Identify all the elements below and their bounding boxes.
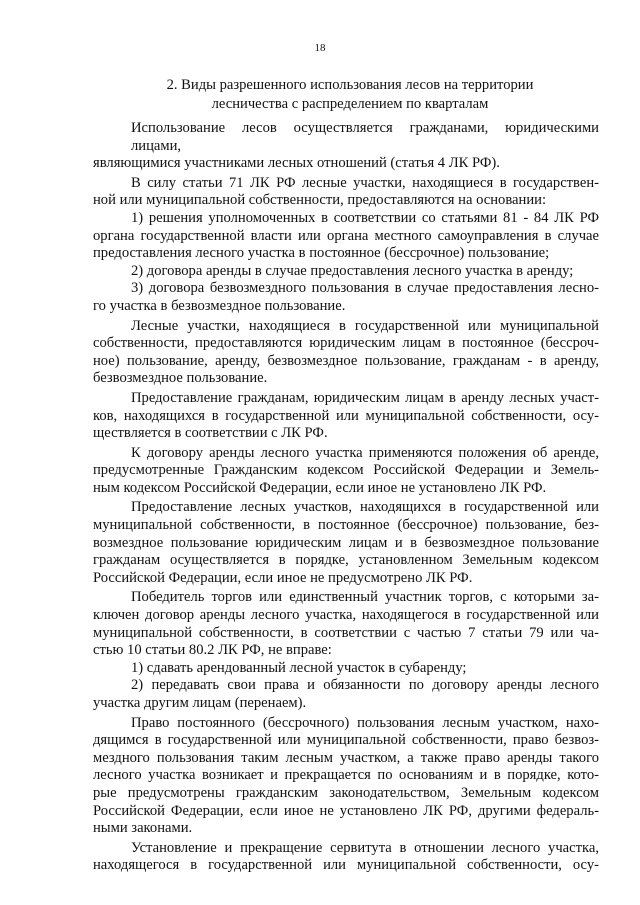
text-line: Российской Федерации, если иное не предусмотрено ЛК РФ. [93, 569, 473, 586]
text-line: органа государственной власти или органа местного самоуправления в случае [93, 227, 599, 244]
text-line: предоставления лесного участка в постоянное (бессрочное) пользование; [93, 245, 550, 262]
text-line: Предоставление гражданам, юридическим лицам в аренду лесных участ- [131, 389, 599, 406]
paragraph [93, 280, 599, 315]
text-line: Лесные участки, находящиеся в государственной или муниципальной [131, 317, 599, 334]
text-line: находящегося в государственной или муниципальной собственности, осу- [93, 857, 599, 874]
text-line: 2) передавать свои права и обязанности по договору аренды лесного [131, 677, 599, 694]
text-line: ное) пользование, аренду, безвозмездное пользование, гражданам - в аренду, [93, 352, 599, 369]
paragraph [93, 120, 599, 173]
text-line: Установление и прекращение сервитута в отношении лесного участка, [131, 839, 599, 856]
section-heading-line-2: лесничества с распределением по кварталам [211, 96, 489, 112]
text-line: Использование лесов осуществляется гражданами, юридическими лицами, [131, 120, 599, 154]
paragraph [93, 660, 599, 678]
text-line: возмездное пользование юридическим лицам и в безвозмездное пользование [93, 534, 599, 551]
paragraph [93, 390, 599, 443]
text-line: дящимся в государственной или муниципальной собственности, право безвоз- [93, 732, 599, 749]
text-line: гражданам осуществляется в порядке, установленном Земельным кодексом [93, 552, 599, 569]
paragraph [93, 175, 599, 210]
text-line: ным кодексом Российской Федерации, если иное не установлено ЛК РФ. [93, 479, 547, 496]
text-line: ществляется в соответствии с ЛК РФ. [93, 425, 328, 442]
paragraph [93, 499, 599, 587]
text-line: мездного пользования таким лесным участком, а также право аренды такого [93, 749, 599, 766]
page-number: 18 [314, 42, 326, 54]
text-line: К договору аренды лесного участка применяются положения об аренде, [131, 444, 599, 461]
paragraph [93, 589, 599, 659]
text-line: стью 10 статьи 80.2 ЛК РФ, не вправе: [93, 642, 332, 659]
text-line: ключен договор аренды лесного участка, находящегося в государственной или [93, 607, 599, 624]
paragraph [93, 210, 599, 263]
text-line: ков, находящихся в государственной или муниципальной собственности, осу- [93, 407, 599, 424]
text-line: 1) решения уполномоченных в соответствии со статьями 81 - 84 ЛК РФ [131, 209, 599, 226]
text-line: В силу статьи 71 ЛК РФ лесные участки, находящиеся в государствен- [131, 174, 599, 191]
text-line: ной или муниципальной собственности, предоставляются на основании: [93, 192, 547, 209]
text-line: безвозмездное пользование. [93, 370, 268, 387]
text-line: предусмотренные Гражданским кодексом Российской Федерации и Земель- [93, 462, 599, 479]
text-line: Право постоянного (бессрочного) пользования лесным участком, нахо- [131, 714, 599, 731]
text-line: Российской Федерации, если иное не установлено ЛК РФ, другими федераль- [93, 802, 599, 819]
text-line: участка другим лицам (перенаем). [93, 695, 307, 711]
text-line: ными законами. [93, 820, 193, 837]
text-line: рые предусмотрены гражданским законодательством, Земельным кодексом [93, 784, 599, 801]
body-text [93, 120, 599, 875]
text-line: собственности, предоставляются юридическим лицам в постоянное (бессроч- [93, 335, 599, 352]
text-line: 3) договора безвозмездного пользования в случае предоставления лесно- [131, 280, 599, 297]
text-line: го участка в безвозмездное пользование. [93, 297, 346, 314]
paragraph [93, 715, 599, 838]
section-heading [90, 76, 610, 114]
text-line: муниципальной собственности, в соответствии с частью 7 статьи 79 или ча- [93, 624, 599, 641]
text-line: 2) договора аренды в случае предоставления лесного участка в аренду; [131, 262, 574, 279]
text-line: являющимися участниками лесных отношений (статья 4 ЛК РФ). [93, 155, 500, 172]
paragraph [93, 318, 599, 388]
paragraph [93, 677, 599, 712]
paragraph [93, 263, 599, 281]
paragraph [93, 445, 599, 498]
text-line: муниципальной собственности, в постоянное (бессрочное) пользование, без- [93, 517, 599, 534]
text-line: лесного участка возникает и прекращается по основаниям и в порядке, кото- [93, 767, 599, 784]
text-line: 1) сдавать арендованный лесной участок в субаренду; [131, 659, 467, 676]
text-line: Победитель торгов или единственный участник торгов, с которыми за- [131, 589, 599, 606]
text-line: Предоставление лесных участков, находящихся в государственной или [131, 499, 599, 516]
paragraph [93, 840, 599, 875]
section-heading-line-1: 2. Виды разрешенного использования лесов на территории [166, 77, 534, 93]
